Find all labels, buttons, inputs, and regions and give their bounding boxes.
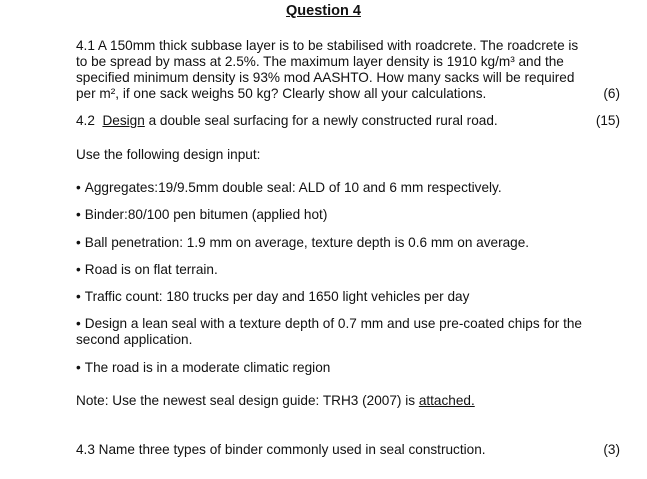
question-4-1 [76, 38, 621, 102]
bullet-item: • Aggregates:19/9.5mm double seal: ALD of 10 and 6 mm respectively. [76, 180, 621, 196]
bullet-item: • Road is on flat terrain. [76, 262, 621, 278]
note-text: Note: Use the newest seal design guide: TRH3 (2007) is [76, 393, 419, 408]
note [76, 393, 621, 409]
bullet-item: • Design a lean seal with a texture depth of 0.7 mm and use pre-coated chips for the [76, 316, 621, 332]
q41-marks: (6) [603, 86, 620, 101]
q41-line: to be spread by mass at 2.5%. The maximum layer density is 1910 kg/m³ and the [76, 54, 564, 69]
bullet-item: • Binder:80/100 pen bitumen (applied hot) [76, 207, 621, 223]
question-4-3: 4.3 Name three types of binder commonly used in seal construction. [76, 442, 486, 457]
question-4-2 [76, 113, 621, 129]
q43-marks: (3) [603, 442, 620, 457]
q42-verb: Design [102, 113, 145, 128]
bullet-item: • Traffic count: 180 trucks per day and 1650 light vehicles per day [76, 289, 621, 305]
question-title: Question 4 [286, 3, 361, 19]
q41-line: specified minimum density is 93% mod AASHTO. How many sacks will be required [76, 70, 575, 85]
bullet-item: • Ball penetration: 1.9 mm on average, texture depth is 0.6 mm on average. [76, 235, 621, 251]
attached-link[interactable]: attached. [418, 393, 475, 408]
q41-line: 4.1 A 150mm thick subbase layer is to be stabilised with roadcrete. The roadcrete is [76, 38, 579, 53]
q41-line: per m², if one sack weighs 50 kg? Clearly show all your calculations. [76, 86, 487, 101]
bullet-item: • The road is in a moderate climatic region [76, 360, 621, 376]
q42-text: a double seal surfacing for a newly constructed rural road. [144, 113, 498, 128]
design-input-intro: Use the following design input: [76, 147, 261, 162]
q42-marks: (15) [595, 113, 620, 128]
bullet-item-continuation: second application. [76, 332, 193, 347]
q42-number: 4.2 [76, 113, 95, 128]
